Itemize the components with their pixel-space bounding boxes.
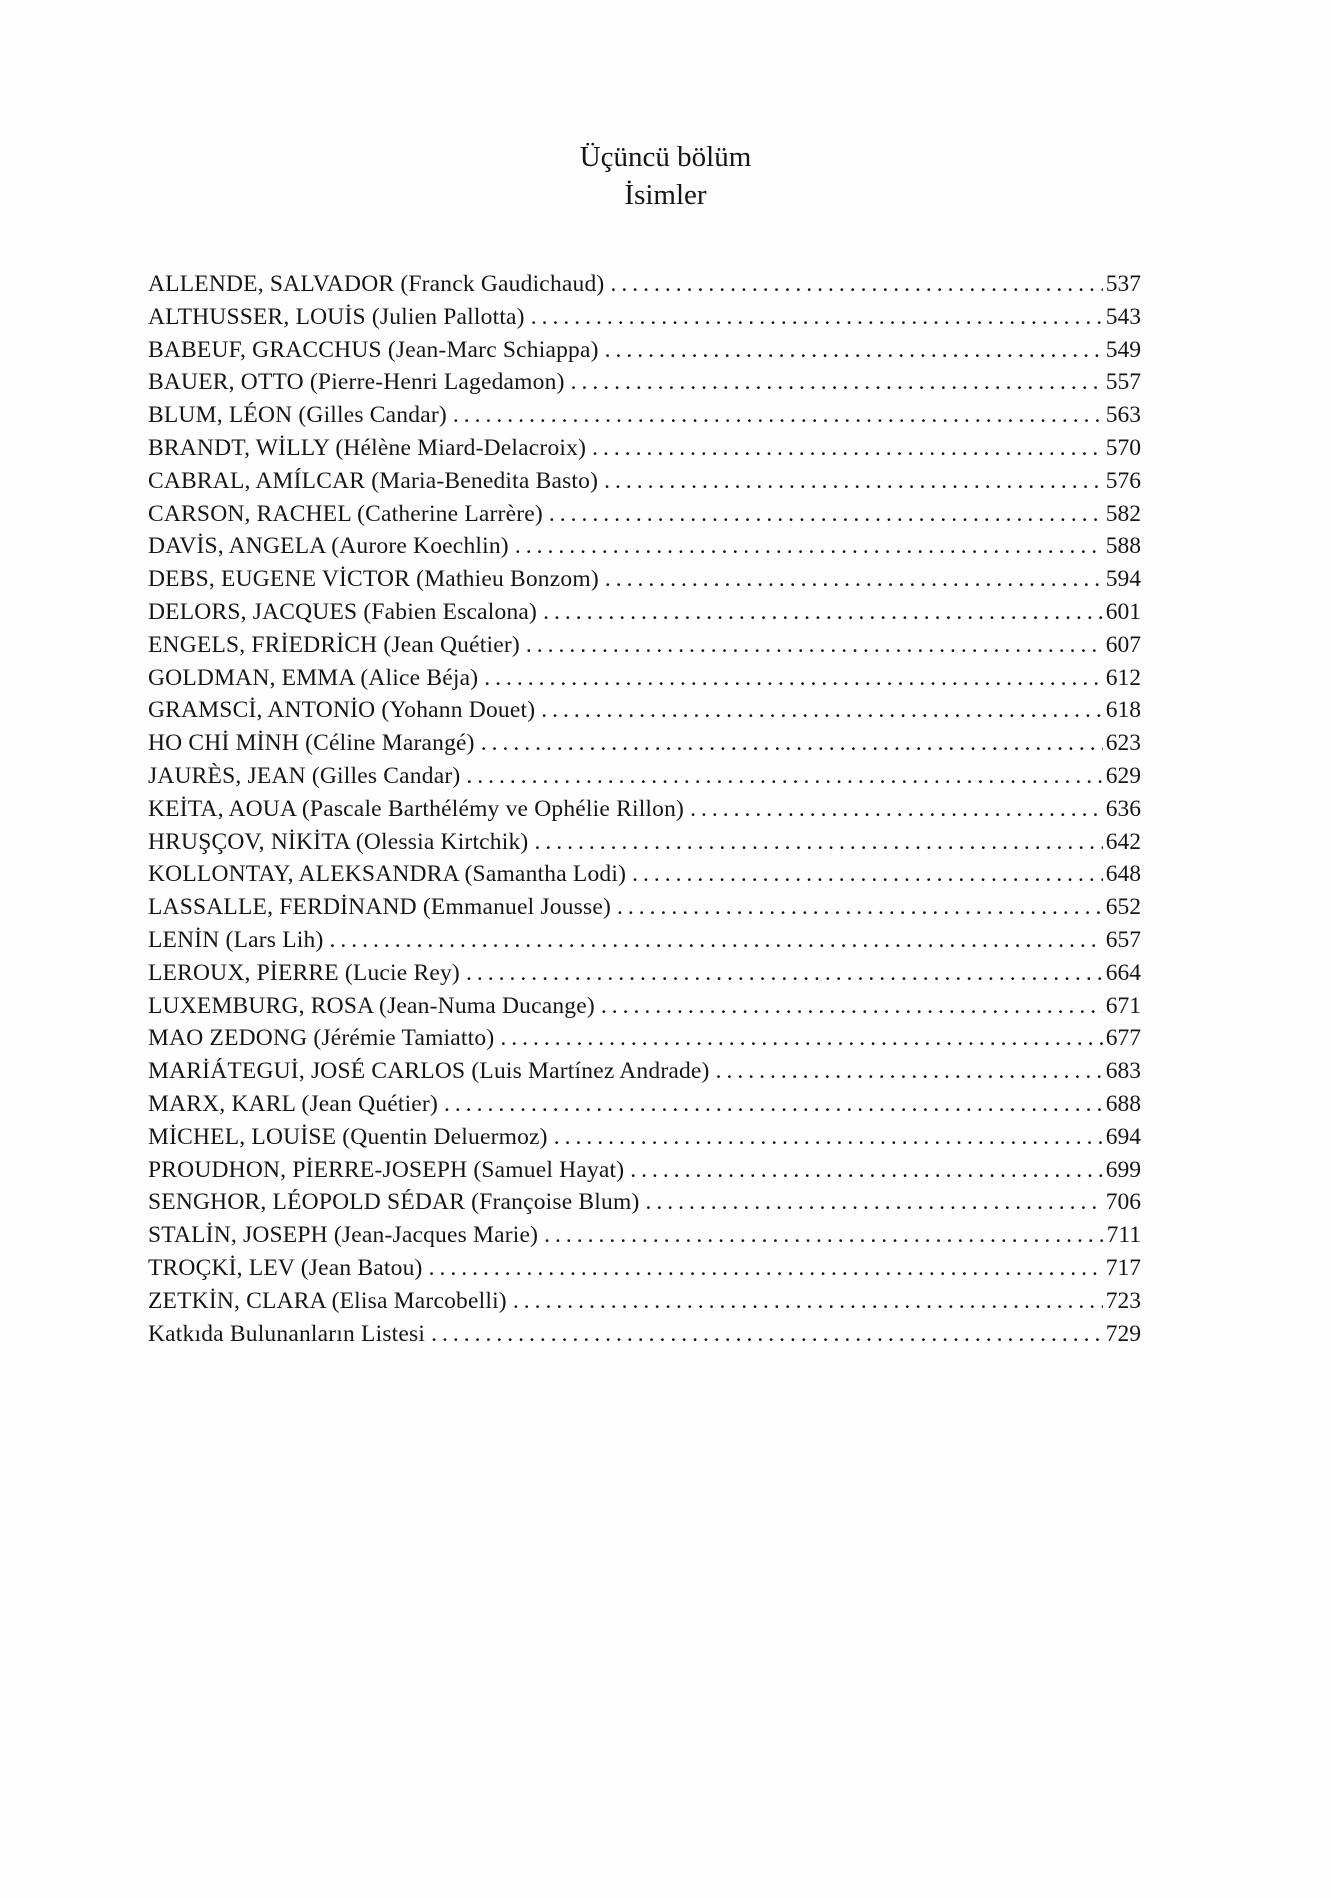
- toc-entry-page: 543: [1105, 303, 1141, 330]
- toc-entry-label: PROUDHON, PİERRE-JOSEPH (Samuel Hayat): [148, 1156, 625, 1183]
- toc-entry: [148, 530, 1141, 563]
- toc-entry: [148, 366, 1141, 399]
- dot-leader: [690, 793, 1103, 826]
- dot-leader: [632, 858, 1103, 891]
- toc-entry: [148, 727, 1141, 760]
- toc-entry: [148, 268, 1141, 301]
- toc-entry-label: DEBS, EUGENE VİCTOR (Mathieu Bonzom): [148, 566, 599, 593]
- dot-leader: [453, 399, 1103, 432]
- toc-entry: [148, 891, 1141, 924]
- toc-entry-page: 642: [1105, 828, 1141, 855]
- toc-entry: [148, 334, 1141, 367]
- toc-entry: [148, 1121, 1141, 1154]
- toc-entry-page: 664: [1105, 959, 1141, 986]
- toc-entry: [148, 858, 1141, 891]
- section-title: İsimler: [624, 179, 707, 211]
- toc-entry-label: DAVİS, ANGELA (Aurore Koechlin): [148, 533, 509, 560]
- toc-entry-page: 594: [1105, 566, 1141, 593]
- toc-entry-page: 711: [1106, 1222, 1141, 1249]
- dot-leader: [429, 1252, 1103, 1285]
- toc-entry-label: BAUER, OTTO (Pierre-Henri Lagedamon): [148, 369, 565, 396]
- chapter-title: Üçüncü bölüm: [579, 141, 752, 173]
- dot-leader: [444, 1088, 1103, 1121]
- toc-entry-page: 563: [1105, 402, 1141, 429]
- dot-leader: [481, 727, 1103, 760]
- toc-entry-label: ZETKİN, CLARA (Elisa Marcobelli): [148, 1287, 507, 1314]
- toc-entry-page: 612: [1105, 664, 1141, 691]
- toc-entry: [148, 629, 1141, 662]
- toc-entry: [148, 498, 1141, 531]
- toc-entry-page: 588: [1105, 533, 1141, 560]
- toc-entry: [148, 1088, 1141, 1121]
- toc-entry-label: JAURÈS, JEAN (Gilles Candar): [148, 762, 461, 789]
- toc-entry-label: CABRAL, AMÍLCAR (Maria-Benedita Basto): [148, 467, 599, 494]
- toc-entry-label: MİCHEL, LOUİSE (Quentin Deluermoz): [148, 1123, 548, 1150]
- toc-entry-page: 601: [1105, 598, 1141, 625]
- toc-entry-page: 629: [1105, 762, 1141, 789]
- toc-entry-page: 699: [1105, 1156, 1141, 1183]
- toc-entry-page: 694: [1105, 1123, 1141, 1150]
- dot-leader: [605, 334, 1103, 367]
- toc-entry-page: 576: [1105, 467, 1141, 494]
- toc-entry: [148, 957, 1141, 990]
- dot-leader: [541, 694, 1103, 727]
- toc-entry-page: 652: [1105, 894, 1141, 921]
- toc-entry-page: 570: [1105, 434, 1141, 461]
- dot-leader: [543, 596, 1103, 629]
- toc-entry: [148, 399, 1141, 432]
- dot-leader: [646, 1186, 1103, 1219]
- toc-entry: [148, 563, 1141, 596]
- dot-leader: [604, 465, 1103, 498]
- dot-leader: [630, 1154, 1102, 1187]
- toc-entry-page: 688: [1105, 1090, 1141, 1117]
- dot-leader: [610, 268, 1102, 301]
- dot-leader: [431, 1318, 1103, 1351]
- toc-entry-label: GRAMSCİ, ANTONİO (Yohann Douet): [148, 697, 536, 724]
- toc-entry: [148, 301, 1141, 334]
- toc-entry: [148, 1219, 1141, 1252]
- toc-entry: [148, 1285, 1141, 1318]
- toc-entry-label: CARSON, RACHEL (Catherine Larrère): [148, 500, 543, 527]
- toc-entry-label: MARX, KARL (Jean Quétier): [148, 1090, 438, 1117]
- toc-entry-page: 607: [1105, 631, 1141, 658]
- table-of-contents: [0, 268, 1331, 1350]
- toc-entry-label: ALTHUSSER, LOUİS (Julien Pallotta): [148, 303, 525, 330]
- toc-entry-label: LASSALLE, FERDİNAND (Emmanuel Jousse): [148, 894, 611, 921]
- toc-entry-label: TROÇKİ, LEV (Jean Batou): [148, 1254, 423, 1281]
- toc-entry-label: LENİN (Lars Lih): [148, 926, 324, 953]
- toc-entry: [148, 596, 1141, 629]
- toc-entry: [148, 760, 1141, 793]
- toc-entry-label: DELORS, JACQUES (Fabien Escalona): [148, 598, 538, 625]
- toc-entry-page: 557: [1105, 369, 1141, 396]
- dot-leader: [531, 301, 1103, 334]
- toc-entry: [148, 1055, 1141, 1088]
- toc-entry-label: LUXEMBURG, ROSA (Jean-Numa Ducange): [148, 992, 595, 1019]
- toc-entry: [148, 694, 1141, 727]
- toc-entry-page: 549: [1105, 336, 1141, 363]
- dot-leader: [617, 891, 1103, 924]
- dot-leader: [544, 1219, 1103, 1252]
- toc-entry: [148, 1252, 1141, 1285]
- toc-entry-page: 636: [1105, 795, 1141, 822]
- toc-entry-label: ALLENDE, SALVADOR (Franck Gaudichaud): [148, 271, 605, 297]
- toc-entry: [148, 662, 1141, 695]
- toc-entry: [148, 465, 1141, 498]
- toc-entry-label: BRANDT, WİLLY (Hélène Miard-Delacroix): [148, 434, 587, 461]
- dot-leader: [466, 957, 1103, 990]
- toc-entry-label: KEİTA, AOUA (Pascale Barthélémy ve Ophélie Rillon): [148, 795, 685, 822]
- toc-entry: [148, 1022, 1141, 1055]
- toc-entry-label: KOLLONTAY, ALEKSANDRA (Samantha Lodi): [148, 861, 627, 888]
- toc-entry-page: 537: [1105, 271, 1141, 297]
- toc-entry-page: 648: [1105, 861, 1141, 888]
- page-title: [0, 0, 1331, 214]
- toc-entry-page: 717: [1105, 1254, 1141, 1281]
- toc-entry-label: STALİN, JOSEPH (Jean-Jacques Marie): [148, 1222, 539, 1249]
- toc-entry-page: 623: [1105, 730, 1141, 757]
- toc-entry: [148, 432, 1141, 465]
- dot-leader: [605, 563, 1103, 596]
- toc-entry-page: 729: [1105, 1320, 1141, 1347]
- toc-entry: [148, 826, 1141, 859]
- dot-leader: [515, 530, 1103, 563]
- dot-leader: [484, 662, 1103, 695]
- dot-leader: [466, 760, 1102, 793]
- toc-entry: [148, 990, 1141, 1023]
- dot-leader: [554, 1121, 1103, 1154]
- toc-entry-page: 723: [1105, 1287, 1141, 1314]
- toc-entry-page: 677: [1105, 1025, 1141, 1052]
- dot-leader: [329, 924, 1102, 957]
- dot-leader: [500, 1022, 1102, 1055]
- dot-leader: [549, 498, 1103, 531]
- toc-entry-page: 657: [1105, 926, 1141, 953]
- toc-entry-label: SENGHOR, LÉOPOLD SÉDAR (Françoise Blum): [148, 1189, 640, 1216]
- toc-entry-label: BABEUF, GRACCHUS (Jean-Marc Schiappa): [148, 336, 599, 363]
- toc-entry-label: ENGELS, FRİEDRİCH (Jean Quétier): [148, 631, 520, 658]
- toc-entry-page: 618: [1105, 697, 1141, 724]
- dot-leader: [571, 366, 1103, 399]
- toc-entry-page: 671: [1105, 992, 1141, 1019]
- toc-entry-label: MAO ZEDONG (Jérémie Tamiatto): [148, 1025, 495, 1052]
- toc-entry: [148, 1154, 1141, 1187]
- dot-leader: [513, 1285, 1103, 1318]
- toc-entry: [148, 1318, 1141, 1351]
- toc-entry-page: 683: [1105, 1058, 1141, 1085]
- dot-leader: [716, 1055, 1103, 1088]
- toc-entry-label: LEROUX, PİERRE (Lucie Rey): [148, 959, 460, 986]
- dot-leader: [526, 629, 1103, 662]
- toc-entry: [148, 793, 1141, 826]
- toc-entry: [148, 1186, 1141, 1219]
- dot-leader: [601, 990, 1103, 1023]
- toc-entry-page: 582: [1105, 500, 1141, 527]
- toc-entry-label: Katkıda Bulunanların Listesi: [148, 1320, 426, 1347]
- toc-entry-label: MARİÁTEGUİ, JOSÉ CARLOS (Luis Martínez Andrade): [148, 1058, 710, 1085]
- dot-leader: [534, 826, 1102, 859]
- dot-leader: [592, 432, 1103, 465]
- toc-entry-page: 706: [1105, 1189, 1141, 1216]
- toc-entry-label: BLUM, LÉON (Gilles Candar): [148, 402, 447, 429]
- toc-entry-label: HRUŞÇOV, NİKİTA (Olessia Kirtchik): [148, 828, 529, 855]
- toc-entry: [148, 924, 1141, 957]
- toc-entry-label: GOLDMAN, EMMA (Alice Béja): [148, 664, 479, 691]
- toc-entry-label: HO CHİ MİNH (Céline Marangé): [148, 730, 475, 757]
